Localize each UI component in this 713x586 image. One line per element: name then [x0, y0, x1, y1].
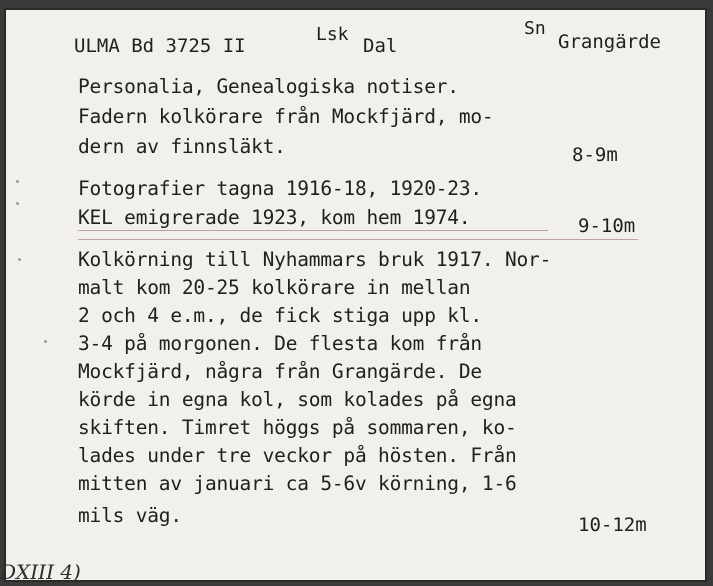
- speck-mark: [44, 340, 47, 343]
- handwritten-mark: DXIII 4): [0, 560, 81, 584]
- section-line: körde in egna kol, som kolades på egna: [78, 388, 517, 411]
- time-range: 8-9m: [572, 144, 618, 166]
- archive-reference: ULMA Bd 3725 II: [74, 35, 246, 57]
- section-line: malt kom 20-25 kolkörare in mellan: [78, 276, 471, 299]
- sn-label: Sn: [524, 18, 546, 39]
- time-range: 10-12m: [578, 514, 647, 536]
- sn-value: Grangärde: [558, 31, 661, 53]
- archive-card: [4, 8, 707, 582]
- pencil-underline: [78, 230, 548, 231]
- section-line: KEL emigrerade 1923, kom hem 1974.: [78, 206, 471, 229]
- speck-mark: [16, 202, 19, 205]
- lsk-value: Dal: [363, 35, 398, 57]
- section-line: skiften. Timret höggs på sommaren, ko-: [78, 416, 517, 439]
- lsk-label: Lsk: [316, 24, 349, 45]
- section-line: Mockfjärd, några från Grangärde. De: [78, 360, 482, 383]
- section-line: Personalia, Genealogiska notiser.: [78, 75, 459, 98]
- section-line: lades under tre veckor på hösten. Från: [78, 444, 517, 467]
- section-line: dern av finnsläkt.: [78, 135, 286, 158]
- time-range: 9-10m: [578, 215, 636, 237]
- section-line: mils väg.: [78, 504, 182, 527]
- section-line: 3-4 på morgonen. De flesta kom från: [78, 332, 482, 355]
- section-line: Fadern kolkörare från Mockfjärd, mo-: [78, 105, 494, 128]
- section-line: mitten av januari ca 5-6v körning, 1-6: [78, 472, 517, 495]
- section-divider-line: [78, 239, 638, 240]
- section-line: 2 och 4 e.m., de fick stiga upp kl.: [78, 304, 482, 327]
- speck-mark: [18, 258, 21, 261]
- section-line: Kolkörning till Nyhammars bruk 1917. Nor-: [78, 248, 552, 271]
- section-line: Fotografier tagna 1916-18, 1920-23.: [78, 177, 482, 200]
- speck-mark: [16, 180, 19, 183]
